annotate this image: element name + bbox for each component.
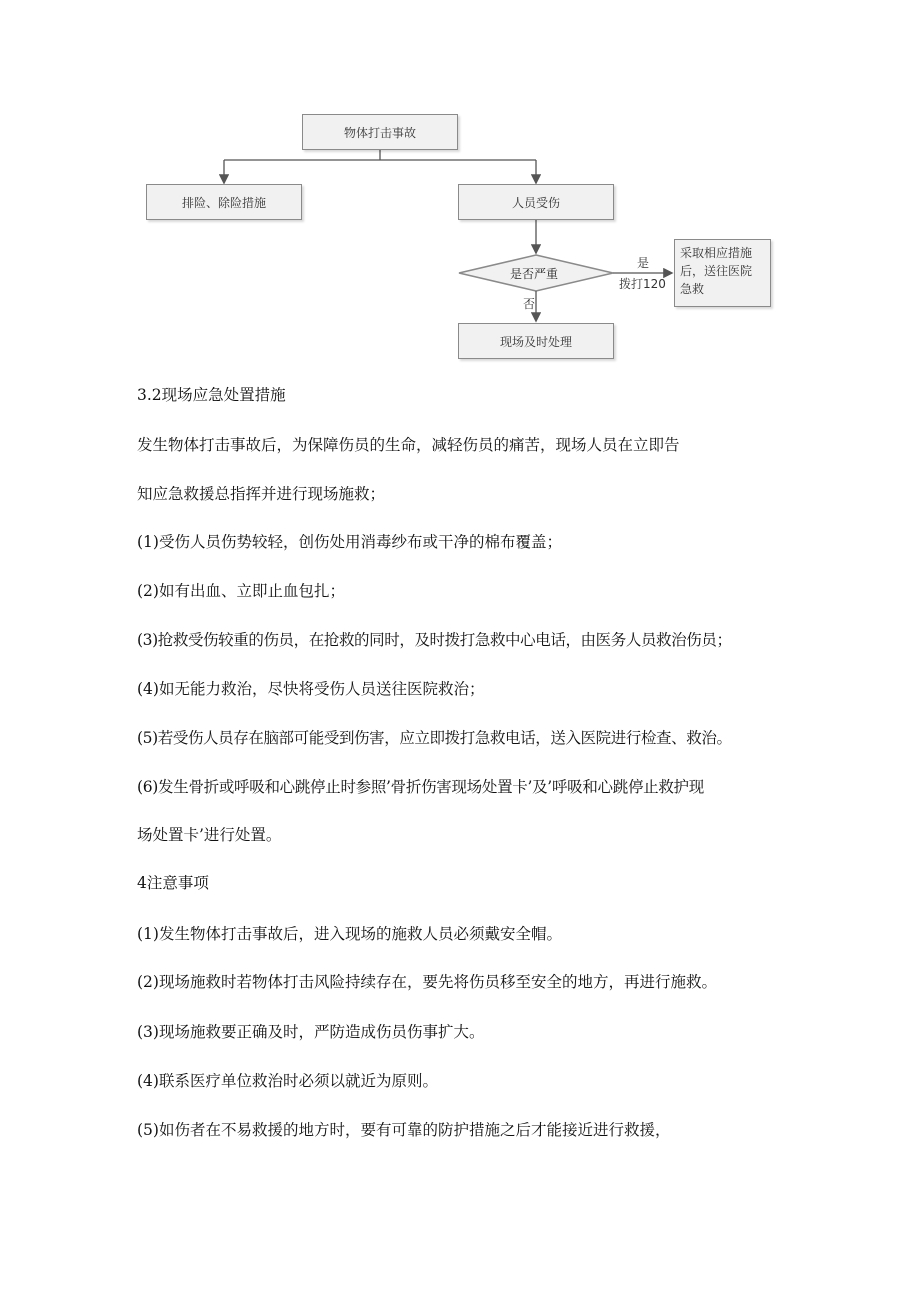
section-3-2-item: (4)如无能力救治，尽快将受伤人员送往医院救治； [137, 680, 485, 698]
section-4-item: (5)如伤者在不易救援的地方时，要有可靠的防护措施之后才能接近进行救援， [137, 1121, 671, 1139]
section-4-item: (4)联系医疗单位救治时必须以就近为原则。 [137, 1072, 438, 1090]
section-3-2-item: (5)若受伤人员存在脑部可能受到伤害，应立即拨打急救电话，送入医院进行检查、救治。 [137, 729, 732, 747]
flow-node-hospital-label: 采取相应措施 后，送往医院 急救 [680, 246, 753, 296]
flow-node-injured-label: 人员受伤 [511, 195, 560, 210]
flow-decision-label: 是否严重 [510, 267, 559, 281]
section-3-2-item: 场处置卡’进行处置。 [137, 826, 282, 844]
flow-yes-label: 是 [637, 256, 650, 270]
flow-node-hazard-removal-label: 排险、除险措施 [181, 195, 266, 210]
flow-node-onsite [458, 323, 614, 359]
section-3-2-item: (6)发生骨折或呼吸和心跳停止时参照’骨折伤害现场处置卡’及’呼吸和心跳停止救护现 [137, 778, 704, 796]
section-3-2-item: (1)受伤人员伤势较轻，创伤处用消毒纱布或干净的棉布覆盖； [137, 533, 562, 551]
section-3-2-intro-line2: 知应急救援总指挥并进行现场施救； [137, 485, 386, 503]
section-4-item: (2)现场施救时若物体打击风险持续存在，要先将伤员移至安全的地方，再进行施救。 [137, 973, 717, 991]
flow-node-hazard-removal [146, 184, 302, 220]
section-3-2-item: (3)抢救受伤较重的伤员，在抢救的同时，及时拨打急救中心电话，由医务人员救治伤员； [137, 631, 732, 649]
section-3-2-intro-line1: 发生物体打击事故后，为保障伤员的生命，减轻伤员的痛苦，现场人员在立即告 [137, 436, 680, 454]
section-3-2-heading: 3.2现场应急处置措施 [137, 386, 286, 404]
flow-node-onsite-label: 现场及时处理 [499, 334, 572, 349]
section-4-heading: 4注意事项 [137, 874, 209, 892]
flow-call-label: 拨打120 [619, 277, 666, 291]
flow-no-label: 否 [523, 297, 536, 311]
section-4-item: (1)发生物体打击事故后，进入现场的施救人员必须戴安全帽。 [137, 925, 562, 943]
flowchart [0, 0, 920, 380]
flow-node-accident-label: 物体打击事故 [343, 125, 416, 140]
flow-node-hospital [674, 239, 771, 307]
flow-node-injured [458, 184, 614, 220]
flow-node-accident [302, 114, 458, 150]
section-3-2-item: (2)如有出血、立即止血包扎； [137, 582, 345, 600]
section-4-item: (3)现场施救要正确及时，严防造成伤员伤事扩大。 [137, 1023, 485, 1041]
